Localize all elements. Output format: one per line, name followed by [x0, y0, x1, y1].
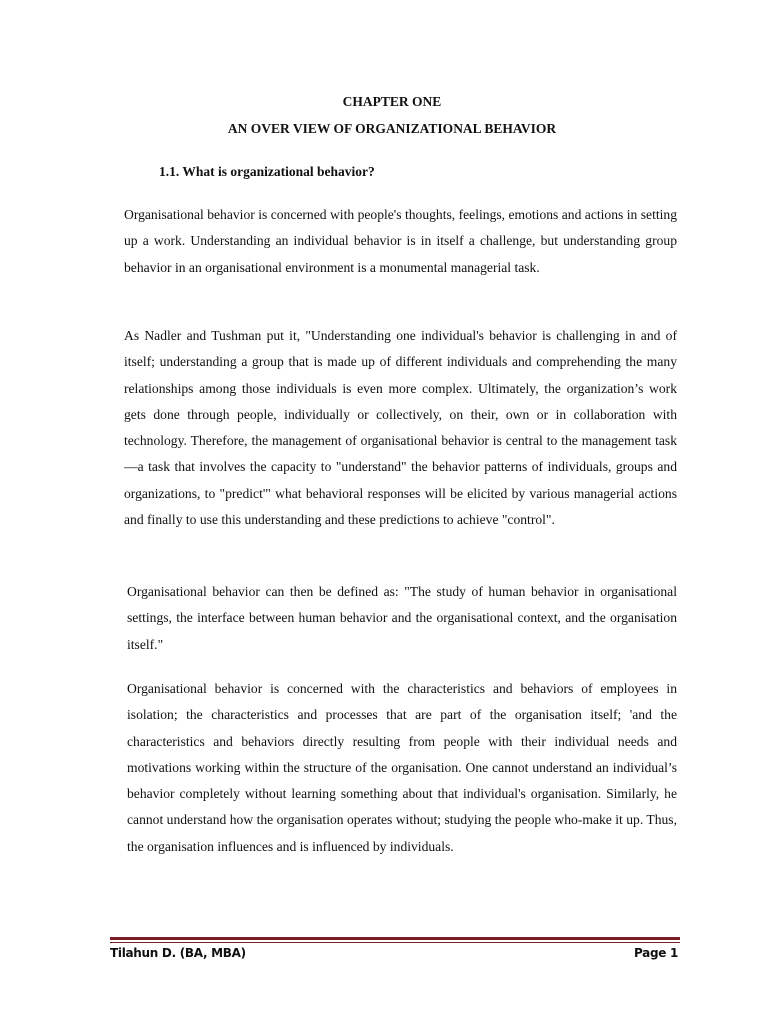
footer-divider [110, 937, 680, 944]
footer-divider-thin [110, 942, 680, 943]
footer-page-number: Page 1 [633, 946, 678, 960]
body-paragraph-4: Organisational behavior is concerned with the characteristics and behaviors of employees in isolation; the characteristics and processes that are part of the organisation itself; 'and the characteristics and behaviors directly resulting from people with their individual needs and motivations working within the structure of the organisation. One cannot understand an individual’s behavior completely without learning something about that individual's organisation. Similarly, he cannot understand how the organisation operates without; studying the people who-make it up. Thus, the organisation influences and is influenced by individuals. [127, 681, 677, 854]
body-paragraph-3: Organisational behavior can then be defined as: "The study of human behavior in organisational settings, the interface between human behavior and the organisational context, and the organisation itself." [127, 584, 677, 652]
footer-author: Tilahun D. (BA, MBA) [110, 946, 246, 960]
body-paragraph-1: Organisational behavior is concerned with people's thoughts, feelings, emotions and actions in setting up a work. Understanding an individual behavior is in itself a challenge, but understanding group behavior in an organisational environment is a monumental managerial task. [124, 207, 677, 275]
chapter-title: CHAPTER ONE [342, 94, 442, 109]
chapter-subtitle: AN OVER VIEW OF ORGANIZATIONAL BEHAVIOR [227, 121, 557, 136]
section-heading: 1.1. What is organizational behavior? [159, 164, 375, 179]
body-paragraph-2: As Nadler and Tushman put it, "Understanding one individual's behavior is challenging in and of itself; understanding a group that is made up of different individuals and comprehending the many relationships among those individuals is even more complex. Ultimately, the organization’s work gets done through people, individually or collectively, on their, own or in collaboration with technology. Therefore, the management of organisational behavior is central to the management task—a task that involves the capacity to "understand" the behavior patterns of individuals, groups and organizations, to "predict'" what behavioral responses will be elicited by various managerial actions and finally to use this understanding and these predictions to achieve "control". [124, 328, 677, 528]
footer-divider-thick [110, 937, 680, 940]
